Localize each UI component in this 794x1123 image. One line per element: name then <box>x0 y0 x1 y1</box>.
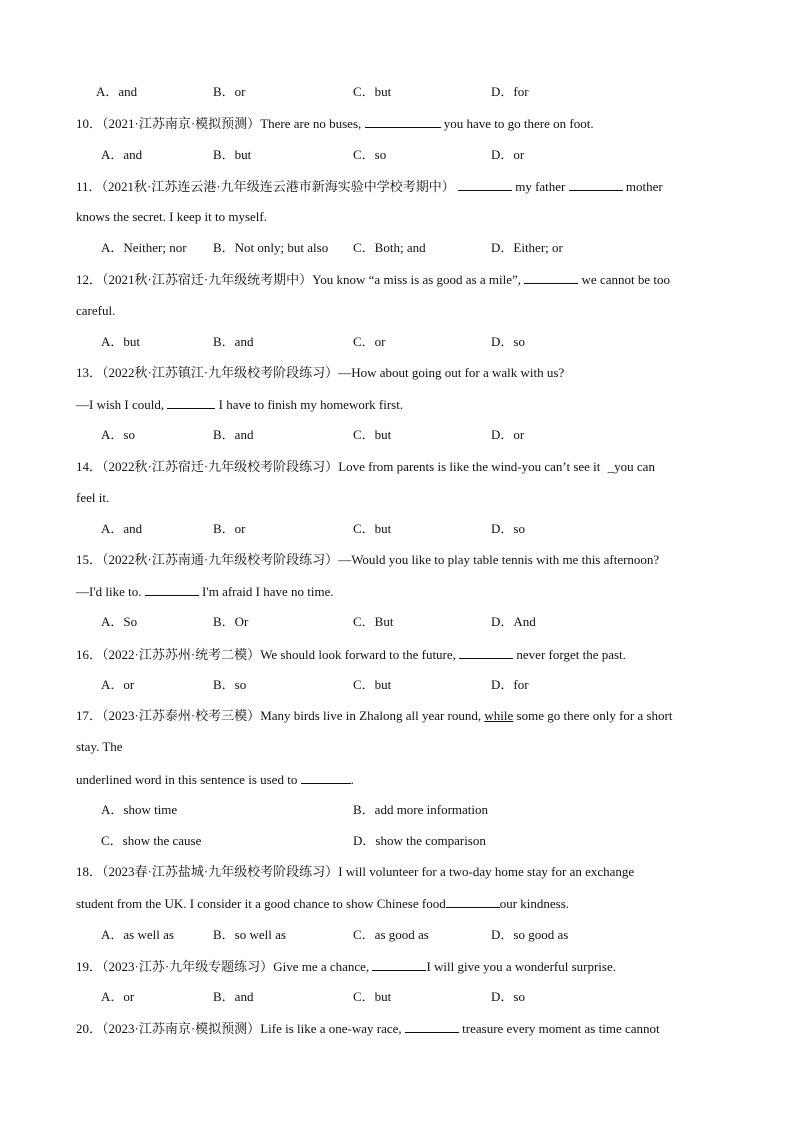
question-source: （2021秋·江苏宿迁·九年级统考期中） <box>102 272 313 287</box>
q9-option-d: D．for <box>491 84 529 99</box>
answer-blank <box>569 178 623 191</box>
question-text: my father <box>515 179 566 194</box>
question-10 <box>76 115 594 132</box>
question-source: （2021·江苏南京·模拟预测） <box>102 116 261 131</box>
q17-option-b: B．add more information <box>353 802 489 817</box>
q9-option-c: C．but <box>353 84 392 99</box>
question-16 <box>76 646 626 663</box>
question-number: 17． <box>76 708 103 723</box>
q10-option-b: B．but <box>213 147 252 162</box>
question-number: 10． <box>76 116 103 131</box>
q9-option-a: A．and <box>96 84 138 99</box>
q18-option-b: B．so well as <box>213 927 286 942</box>
q19-option-b: B．and <box>213 989 254 1004</box>
question-source: （2023·江苏·九年级专题练习） <box>102 959 274 974</box>
question-20 <box>76 1020 660 1037</box>
question-text: I will give you a wonderful surprise. <box>426 959 616 974</box>
q10-option-d: D．or <box>491 147 525 162</box>
question-18 <box>76 864 634 880</box>
q13-option-d: D．or <box>491 427 525 442</box>
question-text: —How about going out for a walk with us? <box>338 365 565 380</box>
q18-option-d: D．so good as <box>491 927 569 942</box>
question-text: Love from parents is like the wind-you can’t see it <box>338 459 601 474</box>
q11-option-a: A．Neither; nor <box>101 240 187 255</box>
question-number: 12． <box>76 272 103 287</box>
question-text: never forget the past. <box>516 647 626 662</box>
question-text: treasure every moment as time cannot <box>462 1021 660 1036</box>
answer-blank <box>301 771 351 784</box>
question-number: 11． <box>76 179 102 194</box>
question-13 <box>76 365 564 381</box>
q12-option-b: B．and <box>213 334 254 349</box>
q18-option-a: A．as well as <box>101 927 174 942</box>
q10-option-a: A．and <box>101 147 143 162</box>
q18-option-c: C．as good as <box>353 927 429 942</box>
q12-option-d: D．so <box>491 334 525 349</box>
q16-option-b: B．so <box>213 677 247 692</box>
question-source: （2022秋·江苏南通·九年级校考阶段练习） <box>102 552 339 567</box>
q13-option-b: B．and <box>213 427 254 442</box>
answer-blank <box>405 1020 459 1033</box>
question-12-line2: careful. <box>76 303 116 318</box>
question-text: our kindness. <box>499 896 570 911</box>
q9-option-b: B．or <box>213 84 246 99</box>
answer-blank <box>167 396 215 409</box>
q15-option-b: B．Or <box>213 614 249 629</box>
question-12 <box>76 271 670 288</box>
q12-option-a: A．but <box>101 334 141 349</box>
q11-option-d: D．Either; or <box>491 240 563 255</box>
question-source: （2022·江苏苏州·统考二模） <box>102 647 261 662</box>
question-15-line2 <box>76 583 334 600</box>
q17-option-a: A．show time <box>101 802 178 817</box>
q16-option-c: C．but <box>353 677 392 692</box>
q16-option-d: D．for <box>491 677 529 692</box>
question-source: （2022秋·江苏宿迁·九年级校考阶段练习） <box>102 459 339 474</box>
question-text: —Would you like to play table tennis with me this afternoon? <box>338 552 660 567</box>
question-text: some go there only for a short <box>516 708 673 723</box>
question-number: 15． <box>76 552 103 567</box>
question-14-line2: feel it. <box>76 490 110 505</box>
underlined-word: while <box>484 708 514 723</box>
question-text: Many birds live in Zhalong all year round, <box>260 708 482 723</box>
question-19 <box>76 958 616 975</box>
question-15 <box>76 552 659 568</box>
question-number: 18． <box>76 864 103 879</box>
question-text: _you can <box>607 459 655 474</box>
question-text: Give me a chance, <box>273 959 370 974</box>
question-number: 16． <box>76 647 103 662</box>
question-17 <box>76 708 673 724</box>
q15-option-c: C．But <box>353 614 394 629</box>
question-17-line2: stay. The <box>76 739 123 754</box>
question-text: I will volunteer for a two-day home stay for an exchange <box>338 864 635 879</box>
answer-blank <box>524 271 578 284</box>
question-source: （2022秋·江苏镇江·九年级校考阶段练习） <box>102 365 339 380</box>
answer-blank <box>365 115 441 128</box>
q15-option-d: D．And <box>491 614 536 629</box>
question-text: Life is like a one-way race, <box>260 1021 402 1036</box>
question-text: There are no buses, <box>260 116 362 131</box>
q11-option-c: C．Both; and <box>353 240 426 255</box>
question-text: You know “a miss is as good as a mile”, <box>312 272 522 287</box>
q11-option-b: B．Not only; but also <box>213 240 329 255</box>
question-text: you have to go there on foot. <box>443 116 594 131</box>
question-source: （2023·江苏南京·模拟预测） <box>102 1021 261 1036</box>
question-17-line3 <box>76 771 354 788</box>
question-number: 19． <box>76 959 103 974</box>
question-text: underlined word in this sentence is used to <box>76 772 298 787</box>
q19-option-a: A．or <box>101 989 135 1004</box>
q14-option-b: B．or <box>213 521 246 536</box>
question-number: 14． <box>76 459 103 474</box>
q14-option-d: D．so <box>491 521 525 536</box>
q19-option-c: C．but <box>353 989 392 1004</box>
q10-option-c: C．so <box>353 147 387 162</box>
answer-blank <box>459 646 513 659</box>
question-11-line2: knows the secret. I keep it to myself. <box>76 209 267 224</box>
question-source: （2023·江苏泰州·校考三模） <box>102 708 261 723</box>
question-text: . <box>350 772 354 787</box>
question-text: I'm afraid I have no time. <box>202 584 334 599</box>
question-text: We should look forward to the future, <box>260 647 456 662</box>
q12-option-c: C．or <box>353 334 386 349</box>
q16-option-a: A．or <box>101 677 135 692</box>
question-number: 13． <box>76 365 103 380</box>
question-text: —I'd like to. <box>76 584 142 599</box>
q13-option-a: A．so <box>101 427 135 442</box>
question-text: —I wish I could, <box>76 397 165 412</box>
q17-option-c: C．show the cause <box>101 833 202 848</box>
question-text: I have to finish my homework first. <box>218 397 404 412</box>
q15-option-a: A．So <box>101 614 138 629</box>
question-18-line2 <box>76 895 569 912</box>
question-text: student from the UK. I consider it a good chance to show Chinese food <box>76 896 446 911</box>
question-text: mother <box>625 179 663 194</box>
answer-blank <box>145 583 199 596</box>
q14-option-a: A．and <box>101 521 143 536</box>
question-text: we cannot be too <box>581 272 670 287</box>
question-11 <box>76 178 663 195</box>
question-13-line2 <box>76 396 403 413</box>
answer-blank <box>372 958 426 971</box>
q19-option-d: D．so <box>491 989 525 1004</box>
question-14 <box>76 459 655 475</box>
question-source: （2021秋·江苏连云港·九年级连云港市新海实验中学校考期中） <box>101 179 455 194</box>
q17-option-d: D．show the comparison <box>353 833 486 848</box>
answer-blank <box>446 895 500 908</box>
question-number: 20． <box>76 1021 103 1036</box>
question-source: （2023春·江苏盐城·九年级校考阶段练习） <box>102 864 339 879</box>
q14-option-c: C．but <box>353 521 392 536</box>
q13-option-c: C．but <box>353 427 392 442</box>
answer-blank <box>458 178 512 191</box>
